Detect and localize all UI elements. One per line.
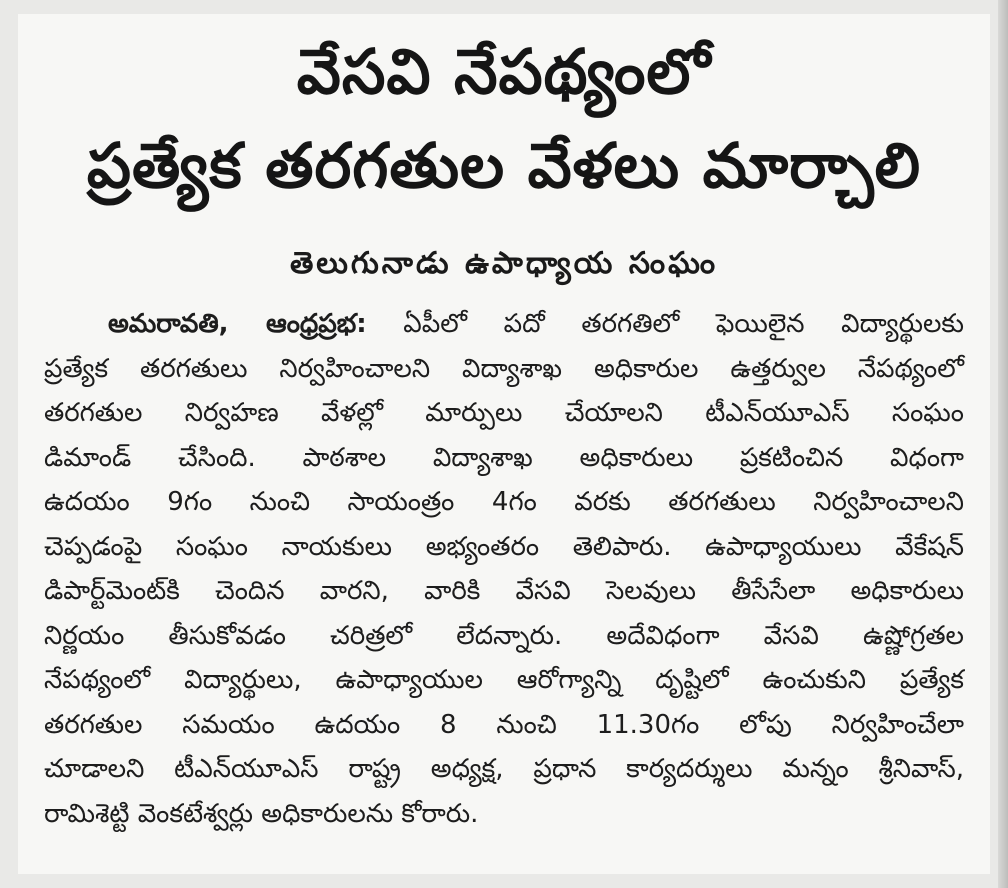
headline-line-1: వేసవి నేపథ్యంలో: [296, 35, 712, 108]
body-line: నేపథ్యంలో విద్యార్థులు, ఉపాధ్యాయుల ఆరోగ్యాన్ని దృష్టిలో ఉంచుకుని ప్రత్యేక: [44, 665, 964, 695]
body-line: చూడాలని టీఎన్‌యూఎస్ రాష్ట్ర అధ్యక్ష, ప్రధాన కార్యదర్శులు మన్నం శ్రీనివాస్,: [44, 754, 964, 784]
body-line: తరగతుల సమయం ఉదయం 8 నుంచి 11.30గం లోపు నిర్వహించేలా: [44, 709, 964, 740]
body-line: చెప్పడంపై సంఘం నాయకులు అభ్యంతరం తెలిపారు. ఉపాధ్యాయులు వేకేషన్: [44, 531, 964, 562]
body-line: తరగతుల నిర్వహణ వేళల్లో మార్పులు చేయాలని టీఎన్‌యూఎస్ సంఘం: [44, 398, 964, 428]
body-line: డిమాండ్ చేసింది. పాఠశాల విద్యాశాఖ అధికారులు ప్రకటించిన విధంగా: [44, 442, 964, 473]
subheadline: తెలుగునాడు ఉపాధ్యాయ సంఘం: [289, 246, 719, 281]
body-line: ప్రత్యేక తరగతులు నిర్వహించాలని విద్యాశాఖ అధికారుల ఉత్తర్వుల నేపథ్యంలో: [44, 353, 964, 384]
headline-line-2: ప్రత్యేక తరగతుల వేళలు మార్చాలి: [86, 129, 922, 202]
body-line: డిపార్ట్‌మెంట్‌కి చెందిన వారని, వారికి వేసవి సెలవులు తీసేసేలా అధికారులు: [44, 576, 964, 606]
body-line: ఉదయం 9గం నుంచి సాయంత్రం 4గం వరకు తరగతులు నిర్వహించాలని: [44, 487, 964, 517]
body-line-last: రామిశెట్టి వెంకటేశ్వర్లు అధికారులను కోరారు.: [44, 798, 479, 829]
body-line-1-text: ఏపీలో పదో తరగతిలో ఫెయిలైన విద్యార్థులకు: [403, 309, 965, 339]
page-edge-shadow: [998, 0, 1008, 888]
body-line-1: [44, 302, 964, 347]
newspaper-clipping: [18, 14, 990, 874]
body-line: నిర్ణయం తీసుకోవడం చరిత్రలో లేదన్నారు. అదేవిధంగా వేసవి ఉష్ణోగ్రతల: [44, 620, 964, 651]
article-body: [44, 302, 964, 836]
dateline: అమరావతి, ఆంధ్రప్రభ:: [108, 309, 367, 339]
